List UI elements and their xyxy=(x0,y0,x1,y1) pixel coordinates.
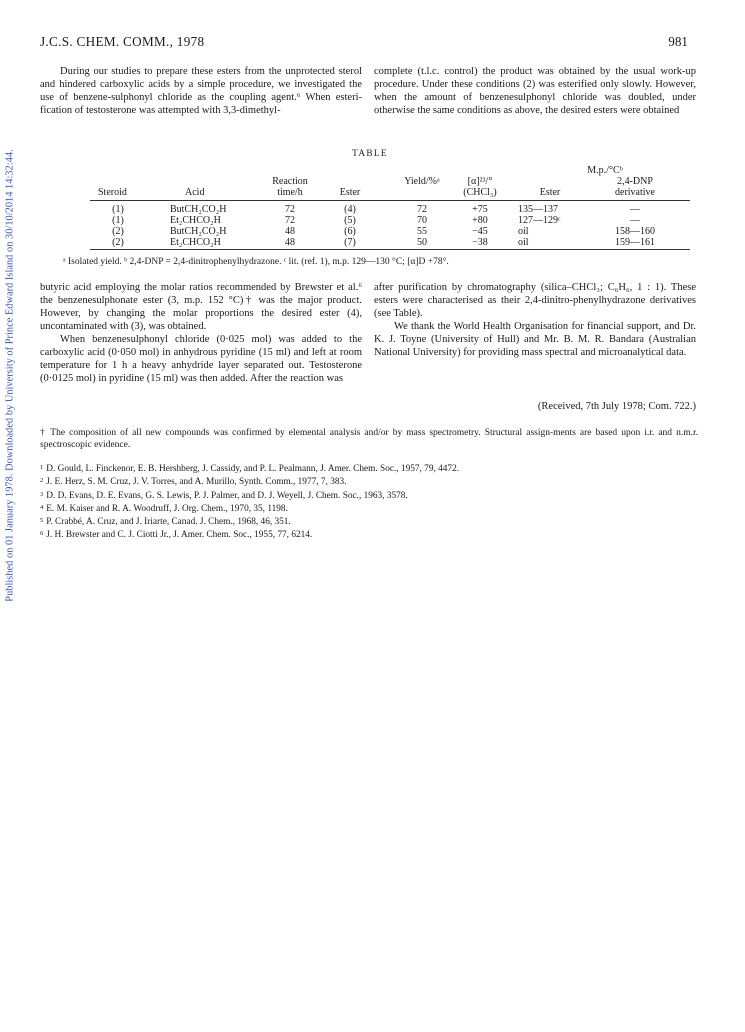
cell-ester: (4) xyxy=(344,204,356,215)
cell-rotation: +80 xyxy=(472,215,488,226)
cell-acid: ButCH₂CO₂H xyxy=(170,226,227,237)
cell-rotation: −45 xyxy=(472,226,488,237)
reference-number: 5 xyxy=(40,517,44,525)
top-left-paragraph: During our studies to prepare these esters from the unprotected sterol and hindered carboxylic acids by a simple procedure, we investigated the use of benzene-sulphonyl chloride as the coupling agent.⁶ When esteri-fication of testosterone was attempted with 3,3-dimethyl- xyxy=(40,66,362,116)
body-right-paragraph-1: after purification by chromatography (silica–CHCl₃; C₆H₆, 1 : 1). These esters were characterised as their 2,4-dinitro-phenylhydrazone derivatives (see Table). xyxy=(374,282,696,319)
page-header xyxy=(40,34,688,50)
cell-steroid: (1) xyxy=(112,215,124,226)
reference-item xyxy=(40,528,700,541)
results-table xyxy=(40,160,700,248)
cell-yield: 50 xyxy=(417,237,427,248)
header-rotation-1: [α]²³/° xyxy=(467,176,493,187)
body-left-paragraph-1: butyric acid employing the molar ratios recommended by Brewster et al.⁶ the benzenesulphonate ester (3, m.p. 152 °C)† was the major product. However, by changing the molar proportions the desired ester (4), uncontaminated with (3), was obtained. xyxy=(40,282,362,332)
reference-item xyxy=(40,502,700,515)
header-acid: Acid xyxy=(185,187,205,198)
reference-number: 1 xyxy=(40,464,44,471)
reference-number: 6 xyxy=(40,530,44,538)
header-mp: M.p./°Cᵇ xyxy=(587,165,623,176)
reference-text: J. E. Herz, S. M. Cruz, J. V. Torres, and A. Murillo, Synth. Comm., 1977, 7, 383. xyxy=(46,477,347,488)
header-dnp-1: 2,4-DNP xyxy=(617,176,653,187)
cell-ester-mp: oil xyxy=(518,226,529,237)
body-left-paragraph-2: When benzenesulphonyl chloride (0·025 mol) was added to the carboxylic acid (0·050 mol) in anhydrous pyridine (15 ml) and left at room temperature for 1 h a heavy anhydride layer separated out. Testosterone (0·0125 mol) in pyridine (15 ml) was then added. After the reaction was xyxy=(40,334,362,384)
cell-dnp: — xyxy=(630,215,640,226)
top-right-paragraph: complete (t.l.c. control) the product was obtained by the usual work-up procedure. Under these conditions (2) was esterified only slowly. However, when the amount of benzenesulphonyl chloride was doubled, under otherwise the same conditions as above, the desired esters were obtained xyxy=(374,66,696,116)
cell-steroid: (1) xyxy=(112,204,124,215)
cell-steroid: (2) xyxy=(112,226,124,237)
table-rule-bottom xyxy=(90,249,690,250)
header-dnp-2: derivative xyxy=(615,187,655,198)
header-reaction-1: Reaction xyxy=(272,176,308,187)
header-yield: Yield/%ᵃ xyxy=(404,176,440,187)
reference-item xyxy=(40,462,700,475)
reference-number: 3 xyxy=(40,490,44,498)
header-ester-mp: Ester xyxy=(539,187,561,198)
table-caption: TABLE xyxy=(352,149,388,159)
cell-ester: (7) xyxy=(344,237,356,248)
cell-ester: (5) xyxy=(344,215,356,226)
cell-yield: 70 xyxy=(417,215,427,226)
cell-yield: 72 xyxy=(417,204,427,215)
acknowledgement-paragraph: We thank the World Health Organisation for financial support, and Dr. K. J. Toyne (University of Hull) and Mr. B. M. R. Bandara (Australian National University) for providing mass spectral and microanalytical data. xyxy=(374,321,696,358)
reference-text: E. M. Kaiser and R. A. Woodruff, J. Org. Chem., 1970, 35, 1198. xyxy=(46,503,288,514)
cell-yield: 55 xyxy=(417,226,427,237)
page-number: 981 xyxy=(668,34,688,49)
header-rotation-2: (CHCl₃) xyxy=(463,187,497,198)
cell-rotation: −38 xyxy=(472,237,488,248)
reference-text: D. Gould, L. Finckenor, E. B. Hershberg, J. Cassidy, and P. L. Pealmann, J. Amer. Chem. Soc., 1957, 79, 4472. xyxy=(46,464,460,474)
cell-dnp: — xyxy=(630,204,640,215)
cell-acid: ButCH₂CO₂H xyxy=(170,204,227,215)
cell-ester-mp: 135—137 xyxy=(518,204,558,215)
cell-acid: Et₂CHCO₂H xyxy=(170,215,221,226)
table-rule-top xyxy=(90,200,690,201)
reference-text: D. D. Evans, D. E. Evans, G. S. Lewis, P. J. Palmer, and D. J. Weyell, J. Chem. Soc., 1963, 3578. xyxy=(46,490,408,501)
dagger-footnote: † The composition of all new compounds was confirmed by elemental analysis and/or by mass spectrometry. Structural assign-ments are based upon i.r. and n.m.r. spectroscopic evidence. xyxy=(40,428,698,450)
cell-steroid: (2) xyxy=(112,237,124,248)
reference-number: 4 xyxy=(40,503,44,511)
cell-ester: (6) xyxy=(344,226,356,237)
download-stamp xyxy=(0,115,20,635)
cell-time: 48 xyxy=(285,226,295,237)
download-stamp-text: Published on 01 January 1978. Downloaded by University of Prince Edward Island on 30/10/2014 14:32:44. xyxy=(4,148,16,602)
header-reaction-2: time/h xyxy=(277,187,303,198)
cell-time: 48 xyxy=(285,237,295,248)
cell-ester-mp: 127—129ᶜ xyxy=(518,215,561,226)
cell-dnp: 158—160 xyxy=(615,226,655,237)
cell-ester-mp: oil xyxy=(518,237,529,248)
reference-list xyxy=(40,462,700,542)
table-footnote: ᵃ Isolated yield. ᵇ 2,4-DNP = 2,4-dinitrophenylhydrazone. ᶜ lit. (ref. 1), m.p. 129—130 °C; [α]D +78°. xyxy=(63,257,449,267)
cell-time: 72 xyxy=(285,204,295,215)
journal-title: J.C.S. CHEM. COMM., 1978 xyxy=(40,34,205,49)
cell-acid: Et₂CHCO₂H xyxy=(170,237,221,248)
cell-rotation: +75 xyxy=(472,204,488,215)
cell-dnp: 159—161 xyxy=(615,237,655,248)
header-ester: Ester xyxy=(339,187,361,198)
header-steroid: Steroid xyxy=(98,187,127,198)
reference-text: P. Crabbé, A. Cruz, and J. Iriarte, Canad. J. Chem., 1968, 46, 351. xyxy=(46,517,291,528)
reference-item xyxy=(40,489,700,502)
received-date: (Received, 7th July 1978; Com. 722.) xyxy=(537,401,696,412)
cell-time: 72 xyxy=(285,215,295,226)
reference-number: 2 xyxy=(40,477,44,485)
reference-item xyxy=(40,475,700,488)
reference-item xyxy=(40,515,700,528)
reference-text: J. H. Brewster and C. J. Ciotti Jr., J. Amer. Chem. Soc., 1955, 77, 6214. xyxy=(46,530,313,541)
